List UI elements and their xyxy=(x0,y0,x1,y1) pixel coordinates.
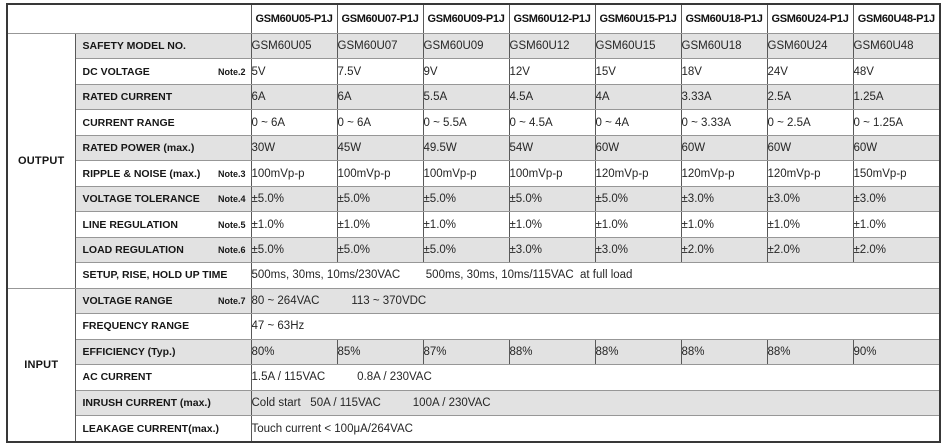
model-column-header: GSM60U07-P1J xyxy=(337,4,423,34)
spec-value-cell: ±3.0% xyxy=(681,186,767,211)
row-label-wrap xyxy=(76,193,251,205)
spec-row xyxy=(7,237,940,262)
spec-row xyxy=(7,390,940,415)
row-label-text: VOLTAGE RANGE xyxy=(82,294,173,307)
spec-value-cell: ±3.0% xyxy=(595,237,681,262)
row-label-cell xyxy=(75,339,251,364)
row-label-cell xyxy=(75,84,251,109)
spec-value-cell: 15V xyxy=(595,59,681,84)
row-label-text: INRUSH CURRENT (max.) xyxy=(82,396,211,409)
spec-row xyxy=(7,135,940,160)
spec-value-cell: 18V xyxy=(681,59,767,84)
model-column-header: GSM60U48-P1J xyxy=(853,4,940,34)
spec-value-cell: ±2.0% xyxy=(853,237,940,262)
spec-value-cell: 0 ~ 4A xyxy=(595,110,681,135)
spec-value-cell: 120mVp-p xyxy=(767,161,853,186)
spec-value-cell: 88% xyxy=(681,339,767,364)
spec-value-cell: 4A xyxy=(595,84,681,109)
row-label-wrap xyxy=(76,423,251,435)
model-column-header: GSM60U15-P1J xyxy=(595,4,681,34)
spec-value-cell: 0 ~ 3.33A xyxy=(681,110,767,135)
spec-value-cell: 100mVp-p xyxy=(251,161,337,186)
spec-value-cell: 0 ~ 6A xyxy=(251,110,337,135)
spec-value-cell: ±2.0% xyxy=(767,237,853,262)
row-label-wrap xyxy=(76,40,251,52)
row-label-cell xyxy=(75,263,251,288)
table-corner-cell xyxy=(7,4,251,34)
row-label-wrap xyxy=(76,66,251,78)
spec-value-span: 47 ~ 63Hz xyxy=(251,314,940,339)
row-label-wrap xyxy=(76,117,251,129)
spec-value-cell: ±1.0% xyxy=(595,212,681,237)
row-label-cell xyxy=(75,59,251,84)
spec-value-cell: 45W xyxy=(337,135,423,160)
spec-value-cell: 80% xyxy=(251,339,337,364)
spec-value-cell: 3.33A xyxy=(681,84,767,109)
row-label-text: FREQUENCY RANGE xyxy=(82,320,190,333)
spec-value-cell: 60W xyxy=(853,135,940,160)
row-label-wrap xyxy=(76,320,251,332)
model-header-row xyxy=(7,4,940,34)
spec-value-cell: 100mVp-p xyxy=(423,161,509,186)
spec-value-cell: GSM60U05 xyxy=(251,34,337,59)
row-label-text: EFFICIENCY (Typ.) xyxy=(82,345,176,358)
row-note: Note.2 xyxy=(217,66,246,77)
model-column-header: GSM60U09-P1J xyxy=(423,4,509,34)
spec-value-cell: 88% xyxy=(509,339,595,364)
row-label-text: RATED CURRENT xyxy=(82,91,173,104)
spec-value-cell: 12V xyxy=(509,59,595,84)
row-label-wrap xyxy=(76,142,251,154)
spec-value-span: Touch current < 100μA/264VAC xyxy=(251,416,940,442)
spec-row xyxy=(7,263,940,288)
power-supply-spec-table xyxy=(6,3,941,443)
spec-value-cell: 5.5A xyxy=(423,84,509,109)
row-label-wrap xyxy=(76,219,251,231)
row-label-text: SAFETY MODEL NO. xyxy=(82,40,186,53)
spec-value-cell: GSM60U15 xyxy=(595,34,681,59)
spec-value-cell: 120mVp-p xyxy=(595,161,681,186)
spec-value-cell: ±3.0% xyxy=(853,186,940,211)
spec-value-span: 500ms, 30ms, 10ms/230VAC 500ms, 30ms, 10ms/115VAC at full load xyxy=(251,263,940,288)
spec-value-cell: GSM60U07 xyxy=(337,34,423,59)
spec-value-cell: ±1.0% xyxy=(509,212,595,237)
spec-value-cell: 120mVp-p xyxy=(681,161,767,186)
spec-value-span: Cold start 50A / 115VAC 100A / 230VAC xyxy=(251,390,940,415)
spec-value-cell: 6A xyxy=(251,84,337,109)
spec-value-cell: 6A xyxy=(337,84,423,109)
model-column-header: GSM60U18-P1J xyxy=(681,4,767,34)
spec-value-cell: 0 ~ 5.5A xyxy=(423,110,509,135)
row-label-cell xyxy=(75,212,251,237)
spec-value-cell: GSM60U48 xyxy=(853,34,940,59)
row-note: Note.5 xyxy=(217,219,246,230)
spec-value-cell: 49.5W xyxy=(423,135,509,160)
spec-row xyxy=(7,59,940,84)
spec-value-cell: 100mVp-p xyxy=(337,161,423,186)
row-label-text: VOLTAGE TOLERANCE xyxy=(82,193,200,206)
spec-value-cell: GSM60U18 xyxy=(681,34,767,59)
row-label-text: RIPPLE & NOISE (max.) xyxy=(82,167,201,180)
spec-value-cell: 54W xyxy=(509,135,595,160)
row-label-cell xyxy=(75,314,251,339)
spec-value-cell: GSM60U24 xyxy=(767,34,853,59)
row-label-wrap xyxy=(76,269,251,281)
spec-value-cell: ±5.0% xyxy=(251,237,337,262)
row-label-text: CURRENT RANGE xyxy=(82,116,175,129)
spec-value-cell: 85% xyxy=(337,339,423,364)
row-label-wrap xyxy=(76,346,251,358)
row-label-cell xyxy=(75,186,251,211)
spec-row xyxy=(7,186,940,211)
spec-value-cell: ±3.0% xyxy=(509,237,595,262)
row-label-wrap xyxy=(76,244,251,256)
spec-row xyxy=(7,314,940,339)
spec-value-span: 80 ~ 264VAC 113 ~ 370VDC xyxy=(251,288,940,313)
spec-value-cell: 7.5V xyxy=(337,59,423,84)
spec-value-cell: 0 ~ 4.5A xyxy=(509,110,595,135)
row-label-cell xyxy=(75,237,251,262)
spec-value-cell: 100mVp-p xyxy=(509,161,595,186)
spec-value-cell: ±5.0% xyxy=(423,186,509,211)
spec-value-cell: ±1.0% xyxy=(251,212,337,237)
spec-row xyxy=(7,212,940,237)
row-note: Note.3 xyxy=(217,168,246,179)
spec-value-cell: 5V xyxy=(251,59,337,84)
spec-value-cell: 60W xyxy=(681,135,767,160)
spec-value-cell: ±1.0% xyxy=(681,212,767,237)
spec-value-cell: 150mVp-p xyxy=(853,161,940,186)
row-label-cell xyxy=(75,365,251,390)
row-note: Note.4 xyxy=(217,194,246,205)
row-label-cell xyxy=(75,34,251,59)
spec-row xyxy=(7,288,940,313)
spec-value-cell: GSM60U12 xyxy=(509,34,595,59)
row-label-text: LINE REGULATION xyxy=(82,218,178,231)
spec-value-cell: GSM60U09 xyxy=(423,34,509,59)
spec-value-cell: 0 ~ 2.5A xyxy=(767,110,853,135)
spec-value-cell: 4.5A xyxy=(509,84,595,109)
row-label-text: LOAD REGULATION xyxy=(82,243,184,256)
spec-row xyxy=(7,84,940,109)
spec-value-cell: 24V xyxy=(767,59,853,84)
row-label-wrap xyxy=(76,371,251,383)
row-label-cell xyxy=(75,161,251,186)
row-label-wrap xyxy=(76,397,251,409)
spec-value-cell: 88% xyxy=(767,339,853,364)
row-label-cell xyxy=(75,390,251,415)
spec-value-cell: ±3.0% xyxy=(767,186,853,211)
spec-value-cell: ±5.0% xyxy=(423,237,509,262)
spec-value-cell: 60W xyxy=(767,135,853,160)
row-label-cell xyxy=(75,288,251,313)
spec-row xyxy=(7,110,940,135)
spec-value-cell: ±5.0% xyxy=(251,186,337,211)
row-label-cell xyxy=(75,416,251,442)
spec-row xyxy=(7,365,940,390)
spec-value-cell: 88% xyxy=(595,339,681,364)
model-column-header: GSM60U05-P1J xyxy=(251,4,337,34)
spec-value-cell: 87% xyxy=(423,339,509,364)
spec-value-cell: ±5.0% xyxy=(337,237,423,262)
spec-value-cell: 0 ~ 1.25A xyxy=(853,110,940,135)
spec-value-cell: 2.5A xyxy=(767,84,853,109)
spec-value-cell: 0 ~ 6A xyxy=(337,110,423,135)
spec-row xyxy=(7,416,940,442)
row-label-cell xyxy=(75,110,251,135)
spec-value-cell: ±5.0% xyxy=(337,186,423,211)
row-label-text: SETUP, RISE, HOLD UP TIME xyxy=(82,269,228,282)
spec-row xyxy=(7,161,940,186)
row-label-text: LEAKAGE CURRENT(max.) xyxy=(82,422,220,435)
row-label-text: RATED POWER (max.) xyxy=(82,142,195,155)
row-label-wrap xyxy=(76,168,251,180)
row-note: Note.6 xyxy=(217,244,246,255)
spec-value-cell: ±1.0% xyxy=(337,212,423,237)
section-label: OUTPUT xyxy=(7,34,75,289)
spec-value-cell: 48V xyxy=(853,59,940,84)
row-label-wrap xyxy=(76,295,251,307)
model-column-header: GSM60U12-P1J xyxy=(509,4,595,34)
row-label-cell xyxy=(75,135,251,160)
spec-value-cell: ±1.0% xyxy=(423,212,509,237)
spec-value-cell: ±1.0% xyxy=(767,212,853,237)
spec-value-cell: 60W xyxy=(595,135,681,160)
spec-value-cell: 1.25A xyxy=(853,84,940,109)
spec-value-cell: ±5.0% xyxy=(509,186,595,211)
spec-row xyxy=(7,339,940,364)
spec-value-cell: ±2.0% xyxy=(681,237,767,262)
row-label-text: AC CURRENT xyxy=(82,371,152,384)
row-note: Note.7 xyxy=(217,295,246,306)
spec-value-cell: 9V xyxy=(423,59,509,84)
spec-value-cell: ±5.0% xyxy=(595,186,681,211)
spec-value-span: 1.5A / 115VAC 0.8A / 230VAC xyxy=(251,365,940,390)
section-label: INPUT xyxy=(7,288,75,442)
row-label-text: DC VOLTAGE xyxy=(82,65,150,78)
row-label-wrap xyxy=(76,91,251,103)
spec-value-cell: 90% xyxy=(853,339,940,364)
model-column-header: GSM60U24-P1J xyxy=(767,4,853,34)
spec-value-cell: ±1.0% xyxy=(853,212,940,237)
spec-row xyxy=(7,34,940,59)
spec-value-cell: 30W xyxy=(251,135,337,160)
